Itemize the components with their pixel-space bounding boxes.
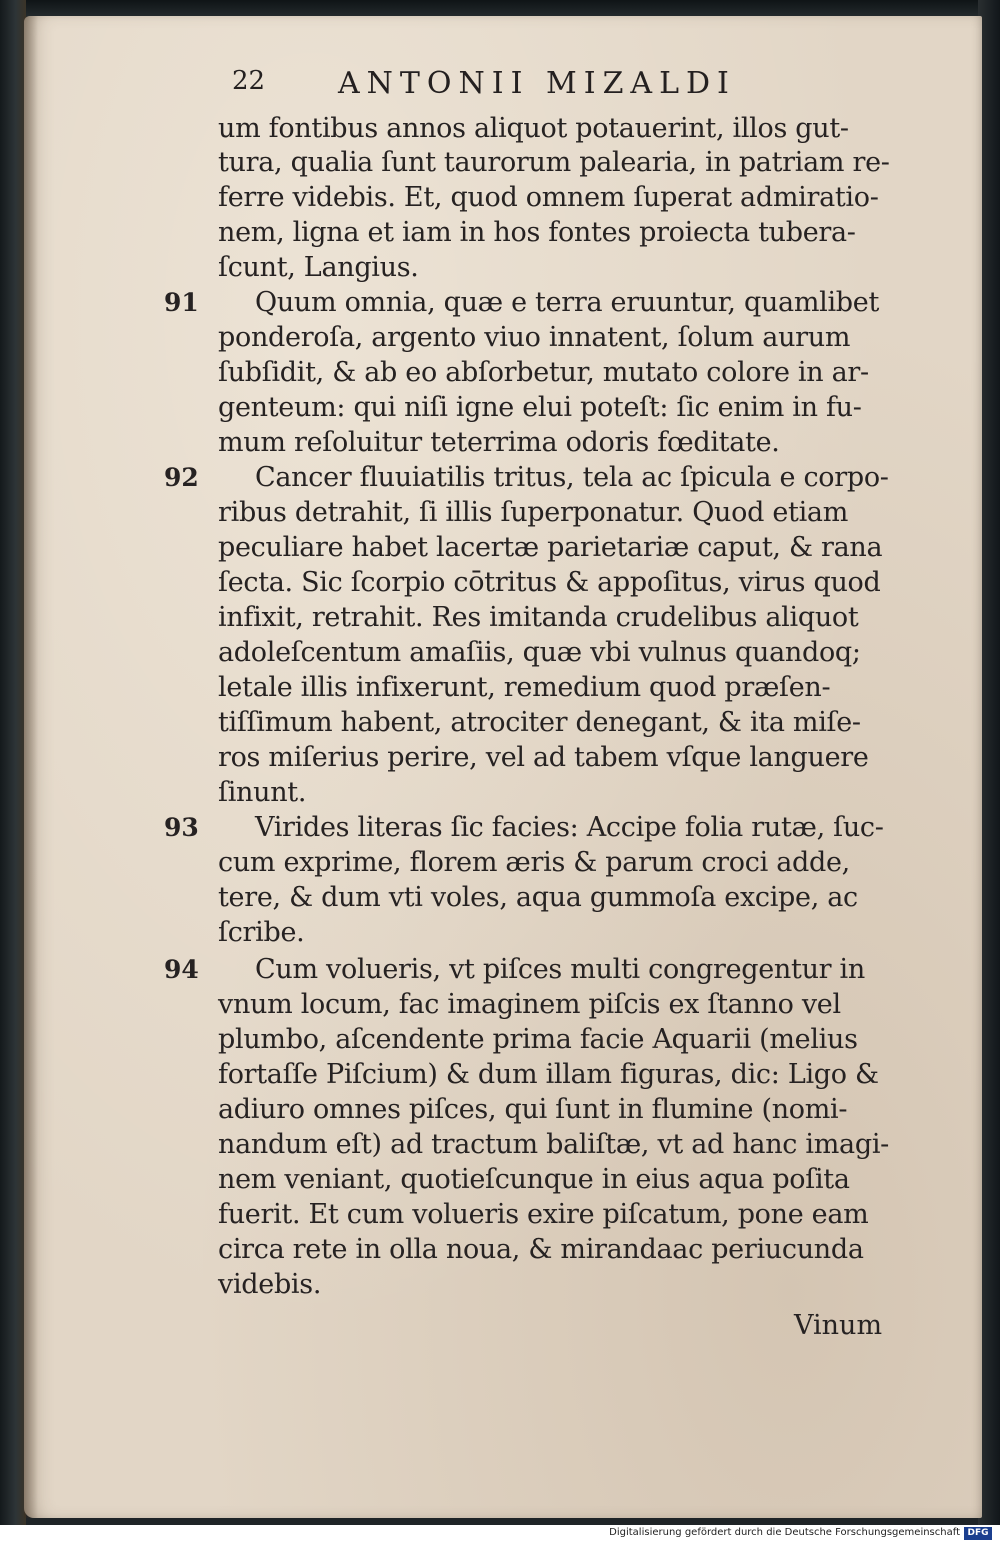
text-line: adiuro omnes piſces, qui ſunt in flumine (nomi- [218,1094,848,1125]
running-header [232,66,832,106]
text-line: Virides literas ſic facies: Accipe folia rutæ, ſuc- [255,812,884,843]
text-line: videbis. [218,1269,322,1300]
text-line: cum exprime, florem æris & parum croci adde, [218,847,850,878]
text-line: ferre videbis. Et, quod omnem ſuperat admiratio- [218,182,879,213]
catchword: Vinum [794,1310,883,1341]
funding-credit: Digitalisierung gefördert durch die Deutsche Forschungsgemeinschaft [609,1527,960,1538]
text-line: ros miſerius perire, vel ad tabem vſque languere [218,742,869,773]
section-number: 93 [164,813,199,842]
book-binding-left [0,0,26,1525]
text-line: plumbo, aſcendente prima facie Aquarii (melius [218,1024,858,1055]
text-line: ponderoſa, argento viuo innatent, ſolum aurum [218,322,851,353]
dfg-logo: DFG [964,1527,992,1540]
text-line: vnum locum, fac imaginem piſcis ex ſtanno vel [218,989,841,1020]
text-line: peculiare habet lacertæ parietariæ caput, & rana [218,532,883,563]
text-line: nem veniant, quotieſcunque in eius aqua poſita [218,1164,850,1195]
text-line: Cum volueris, vt piſces multi congregentur in [255,954,865,985]
text-line: tura, qualia ſunt taurorum palearia, in patriam re- [218,147,890,178]
text-line: fortaſſe Piſcium) & dum illam figuras, dic: Ligo & [218,1059,879,1090]
section-number: 91 [164,288,199,317]
section-number: 94 [164,955,199,984]
text-line: nem, ligna et iam in hos fontes proiecta tubera- [218,217,856,248]
text-line: letale illis infixerunt, remedium quod præſen- [218,672,831,703]
text-line: infixit, retrahit. Res imitanda crudelibus aliquot [218,602,859,633]
text-line: genteum: qui niſi igne elui poteſt: ſic enim in fu- [218,392,862,423]
text-line: adoleſcentum amaſiis, quæ vbi vulnus quandoq; [218,637,861,668]
text-line: Cancer fluuiatilis tritus, tela ac ſpicula e corpo- [255,462,889,493]
text-line: ſcribe. [218,917,305,948]
text-line: circa rete in olla noua, & mirandaac periucunda [218,1234,864,1265]
text-line: Quum omnia, quæ e terra eruuntur, quamlibet [255,287,880,318]
page-number: 22 [232,66,266,96]
text-line: ſubſidit, & ab eo abſorbetur, mutato colore in ar- [218,357,869,388]
text-line: ribus detrahit, ſi illis ſuperponatur. Quod etiam [218,497,849,528]
text-line: ſcunt, Langius. [218,252,419,283]
text-line: tere, & dum vti voles, aqua gummoſa excipe, ac [218,882,858,913]
text-line: fuerit. Et cum volueris exire piſcatum, pone eam [218,1199,869,1230]
section-number: 92 [164,463,199,492]
text-line: ſecta. Sic ſcorpio cōtritus & appoſitus, virus quod [218,567,881,598]
text-line: ſinunt. [218,777,307,808]
text-line: tiſſimum habent, atrociter denegant, & ita miſe- [218,707,861,738]
running-title: ANTONII MIZALDI [338,66,736,101]
text-line: mum reſoluitur teterrima odoris fœditate. [218,427,780,458]
page-gutter-shadow [24,16,38,1518]
text-line: um fontibus annos aliquot potauerint, illos gut- [218,113,849,144]
text-line: nandum eſt) ad tractum baliſtæ, vt ad hanc imagi- [218,1129,889,1160]
